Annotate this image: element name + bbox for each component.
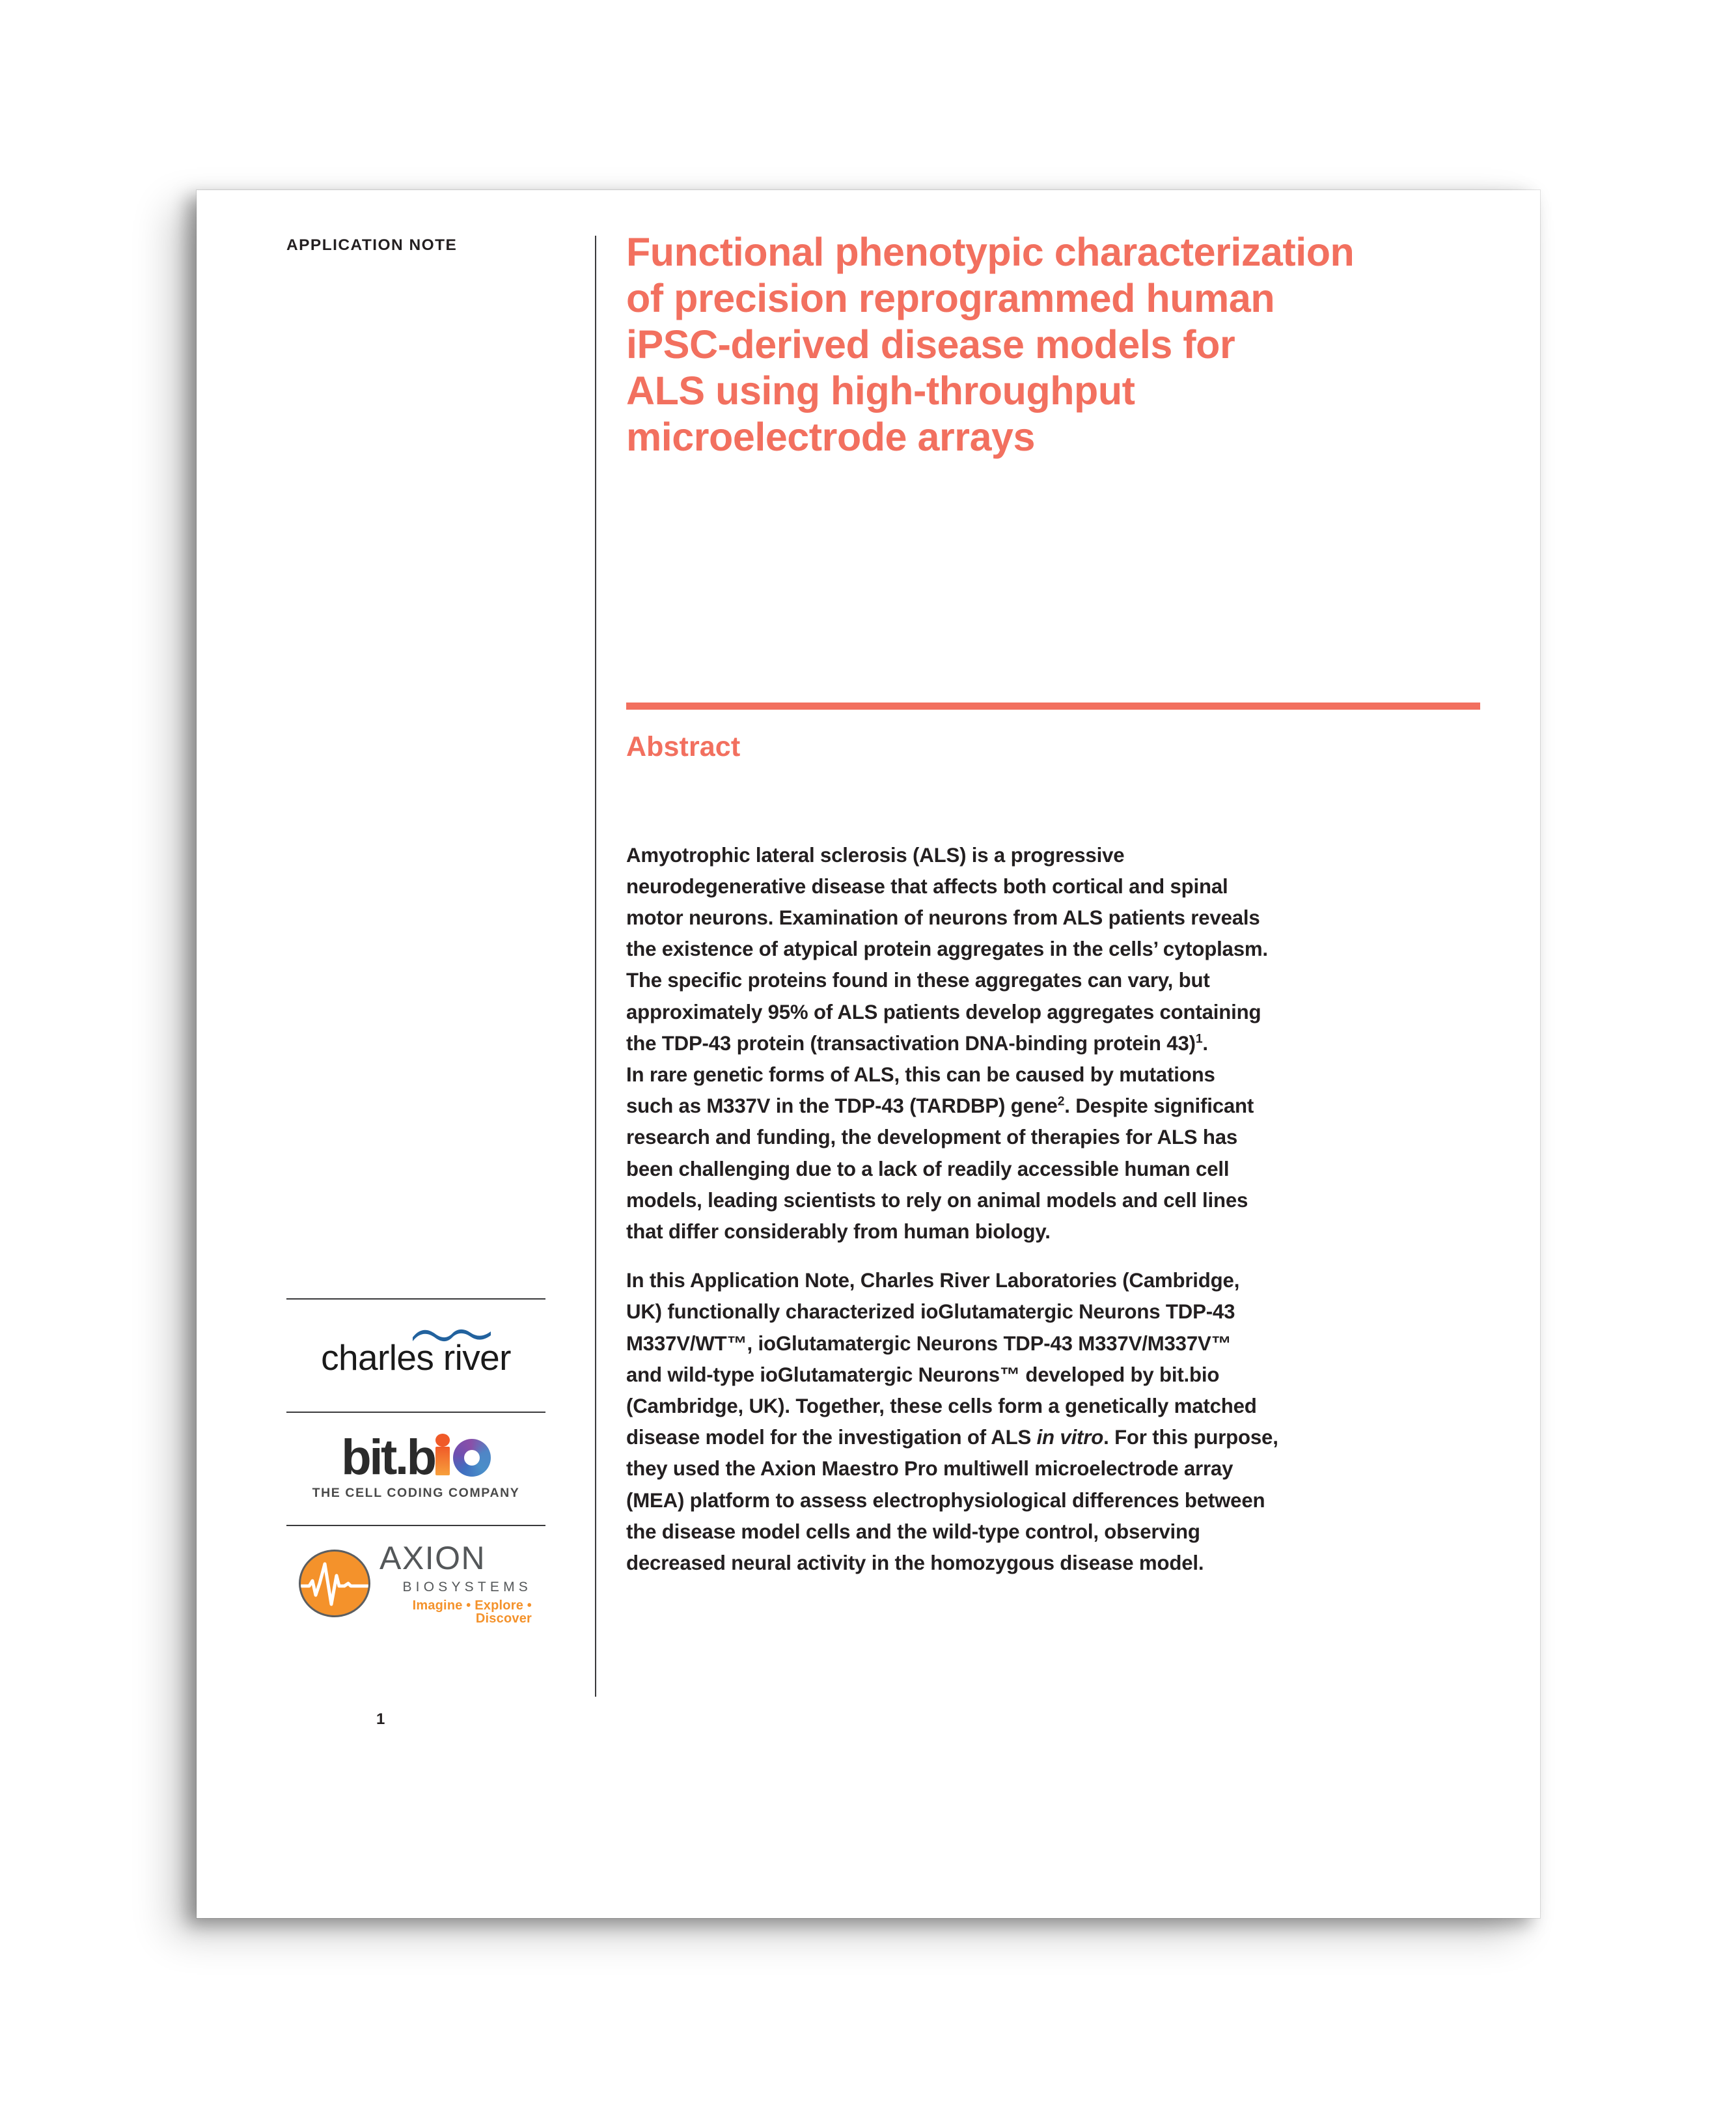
main-column (626, 229, 1485, 1579)
body-line: approximately 95% of ALS patients develop aggregates containing (626, 1000, 1261, 1023)
body-line: Amyotrophic lateral sclerosis (ALS) is a progressive (626, 843, 1125, 867)
document-page (197, 190, 1540, 1918)
page-number: 1 (376, 1710, 385, 1728)
abstract-heading: Abstract (626, 731, 741, 763)
footnote-marker: 2 (1057, 1094, 1065, 1109)
body-line: The specific proteins found in these aggregates can vary, but (626, 969, 1210, 992)
left-rail (286, 237, 545, 1879)
abstract-paragraph-2 (626, 1265, 1485, 1579)
body-line: and wild-type ioGlutamatergic Neurons™ developed by bit.bio (626, 1363, 1220, 1386)
body-line: In this Application Note, Charles River Laboratories (Cambridge, (626, 1269, 1240, 1292)
abstract-body (626, 840, 1485, 1580)
body-line: models, leading scientists to rely on animal models and cell lines (626, 1188, 1248, 1212)
body-line: research and funding, the development of therapies for ALS has (626, 1126, 1238, 1149)
title-line: of precision reprogrammed human (626, 276, 1275, 321)
body-line: they used the Axion Maestro Pro multiwell microelectrode array (626, 1457, 1233, 1481)
accent-rule (626, 703, 1480, 710)
charles-river-wordmark: charles river (321, 1337, 511, 1378)
body-line: (MEA) platform to assess electrophysiological differences between (626, 1488, 1265, 1512)
body-line: that differ considerably from human biology. (626, 1220, 1051, 1244)
italic-run: in vitro (1036, 1426, 1104, 1449)
page-title (626, 229, 1485, 460)
logo-axion-biosystems (286, 1526, 545, 1641)
bit-bio-wordmark (341, 1430, 490, 1485)
bit-bio-i-glyph (435, 1434, 450, 1475)
body-line: disease model for the investigation of ALS in vitro. For this purpose, (626, 1426, 1278, 1449)
title-line: Functional phenotypic characterization (626, 230, 1355, 274)
bit-bio-tagline: THE CELL CODING COMPANY (312, 1486, 520, 1500)
axion-subwordmark: BIOSYSTEMS (402, 1580, 532, 1594)
waveform-circle-icon (299, 1550, 370, 1617)
column-divider (595, 236, 596, 1697)
footnote-marker: 1 (1195, 1031, 1203, 1046)
kicker-label: APPLICATION NOTE (286, 236, 458, 254)
body-line: such as M337V in the TDP-43 (TARDBP) gene$^2$. Despite significant (626, 1094, 1254, 1118)
title-line: microelectrode arrays (626, 415, 1036, 460)
body-line: M337V/WT™, ioGlutamatergic Neurons TDP-43 M337V/M337V™ (626, 1331, 1232, 1355)
title-line: iPSC-derived disease models for (626, 322, 1235, 367)
body-line: neurodegenerative disease that affects both cortical and spinal (626, 874, 1228, 898)
body-line: decreased neural activity in the homozygous disease model. (626, 1552, 1204, 1575)
page-content (197, 190, 1540, 1918)
body-line: been challenging due to a lack of readily accessible human cell (626, 1157, 1230, 1180)
axion-wordmark: AXION (379, 1540, 486, 1576)
body-line: (Cambridge, UK). Together, these cells form a genetically matched (626, 1395, 1257, 1418)
logo-bit-bio (286, 1413, 545, 1525)
body-line: the existence of atypical protein aggregates in the cells’ cytoplasm. (626, 938, 1268, 961)
body-line: UK) functionally characterized ioGlutamatergic Neurons TDP-43 (626, 1300, 1235, 1324)
body-line: motor neurons. Examination of neurons from ALS patients reveals (626, 906, 1260, 930)
axion-tagline: Imagine • Explore • Discover (412, 1598, 532, 1626)
partner-logo-stack (286, 1298, 545, 1641)
body-line: In rare genetic forms of ALS, this can be caused by mutations (626, 1063, 1215, 1087)
title-line: ALS using high-throughput (626, 369, 1135, 413)
body-line: the TDP-43 protein (transactivation DNA-binding protein 43)$^1$. (626, 1031, 1208, 1055)
logo-charles-river (286, 1300, 545, 1412)
body-line: the disease model cells and the wild-type control, observing (626, 1520, 1200, 1543)
abstract-paragraph-1 (626, 840, 1485, 1248)
bit-bio-o-glyph (453, 1439, 491, 1477)
bit-bio-wordmark-dark: bit.b (341, 1430, 435, 1485)
